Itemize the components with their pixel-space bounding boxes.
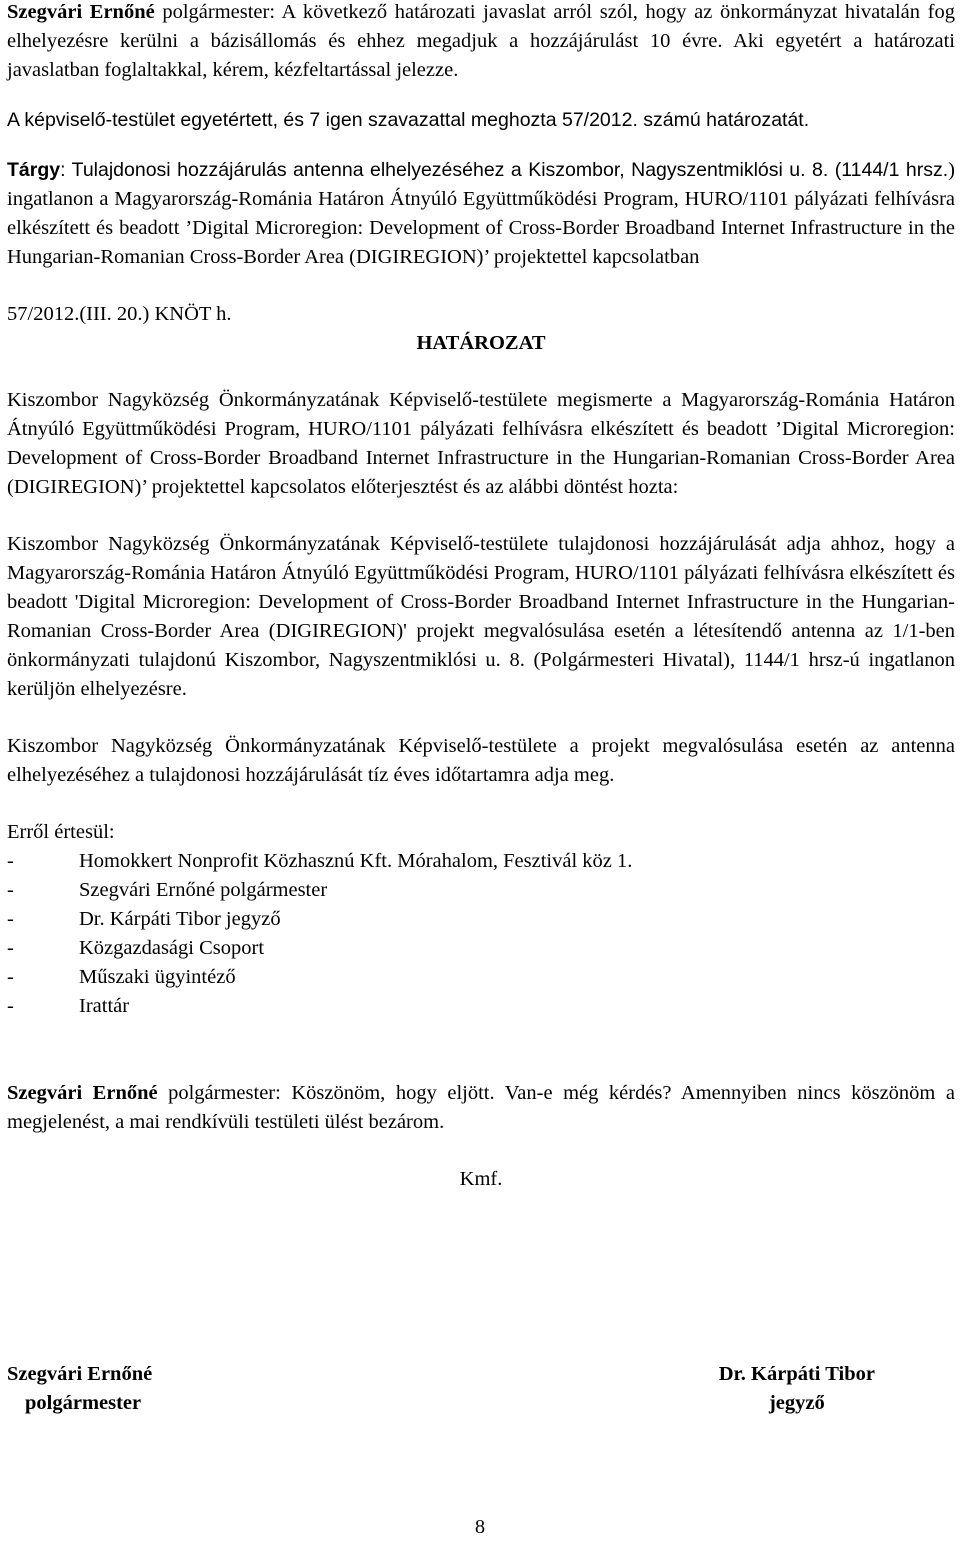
document-page: [7, 0, 955, 1194]
list-item: - Dr. Kárpáti Tibor jegyző: [7, 908, 281, 930]
list-item: - Homokkert Nonprofit Közhasznú Kft. Mórahalom, Fesztivál köz 1.: [7, 850, 633, 872]
signer-role: polgármester: [25, 1392, 142, 1414]
notify-title: Erről értesül:: [7, 821, 115, 843]
resolution-body-2: Kiszombor Nagyközség Önkormányzatának Képviselő-testülete tulajdonosi hozzájárulását adja ahhoz, hogy a Magyarország-Románia Határon Átnyúló Együttműködési Program, HURO/1101 pályázati felhívásra elkészített és beadott 'Digital Microregion: Development of Cross-Border Broadband Internet Infrastructure in the Hungarian-Romanian Cross-Border Area (DIGIREGION)' projekt megvalósulása esetén a létesítendő antenna az 1/1-ben önkormányzati tulajdonú Kiszombor, Nagyszentmiklósi u. 8. (Polgármesteri Hivatal), 1144/1 hrsz-ú ingatlanon kerüljön elhelyezésre.: [7, 533, 955, 700]
list-item: - Közgazdasági Csoport: [7, 937, 265, 959]
signer-role: jegyző: [768, 1392, 825, 1414]
list-item: - Műszaki ügyintéző: [7, 966, 236, 988]
subject-paragraph: [7, 156, 955, 272]
closing-text: polgármester: Köszönöm, hogy eljött. Van-e még kérdés? Amennyiben nincs köszönöm a megjelenést, a mai rendkívüli testületi ülést bezárom.: [7, 1082, 955, 1133]
vote-result: A képviselő-testület egyetértett, és 7 igen szavazattal meghozta 57/2012. számú határozatát.: [7, 109, 810, 131]
page-number: 8: [474, 1516, 486, 1538]
subject-text-b: ) ingatlanon a Magyarország-Románia Határon Átnyúló Együttműködési Program, HURO/1101 pályázati felhívásra elkészített és beadott ’Digital Microregion: Development of Cross-Border Broadband Internet Infrastructure in the Hungarian-Romanian Cross-Border Area (DIGIREGION)’ projektettel kapcsolatban: [7, 159, 955, 268]
statement-text: polgármester: A következő határozati javaslat arról szól, hogy az önkormányzat hivatalán fog elhelyezésre kerülni a bázisállomás és ehhez megadjuk a hozzájárulást 10 évre. Aki egyetért a határozati javaslatban foglaltakkal, kérem, kézfeltartással jelezze.: [7, 1, 955, 81]
resolution-number: 57/2012.(III. 20.) KNÖT h.: [7, 303, 232, 325]
speaker-name: Szegvári Ernőné: [7, 1082, 158, 1104]
closing-statement: [7, 1079, 955, 1137]
subject-label: Tárgy: [7, 159, 61, 181]
subject-text-a: : Tulajdonosi hozzájárulás antenna elhelyezéséhez a Kiszombor, Nagyszentmiklósi u. 8. (1144/1 hrsz.: [60, 159, 949, 181]
signer-name: Dr. Kárpáti Tibor: [718, 1363, 875, 1385]
signer-name: Szegvári Ernőné: [7, 1363, 153, 1385]
resolution-body-3: Kiszombor Nagyközség Önkormányzatának Képviselő-testülete a projekt megvalósulása esetén az antenna elhelyezéséhez a tulajdonosi hozzájárulását tíz éves időtartamra adja meg.: [7, 735, 955, 786]
resolution-heading: HATÁROZAT: [416, 332, 546, 354]
speaker-name: Szegvári Ernőné: [7, 1, 155, 23]
recipient-list: [7, 847, 955, 1021]
list-item: - Irattár: [7, 995, 130, 1017]
signature-left: [7, 1360, 152, 1418]
list-item: - Szegvári Ernőné polgármester: [7, 879, 328, 901]
mayor-statement: [7, 0, 955, 85]
resolution-body-1: Kiszombor Nagyközség Önkormányzatának Képviselő-testülete megismerte a Magyarország-Románia Határon Átnyúló Együttműködési Program, HURO/1101 pályázati felhívásra elkészített és beadott ’Digital Microregion: Development of Cross-Border Broadband Internet Infrastructure in the Hungarian-Romanian Cross-Border Area (DIGIREGION)’ projektettel kapcsolatos előterjesztést és az alábbi döntést hozta:: [7, 389, 955, 498]
kmf-label: Kmf.: [459, 1168, 503, 1190]
signature-right: [719, 1360, 875, 1418]
